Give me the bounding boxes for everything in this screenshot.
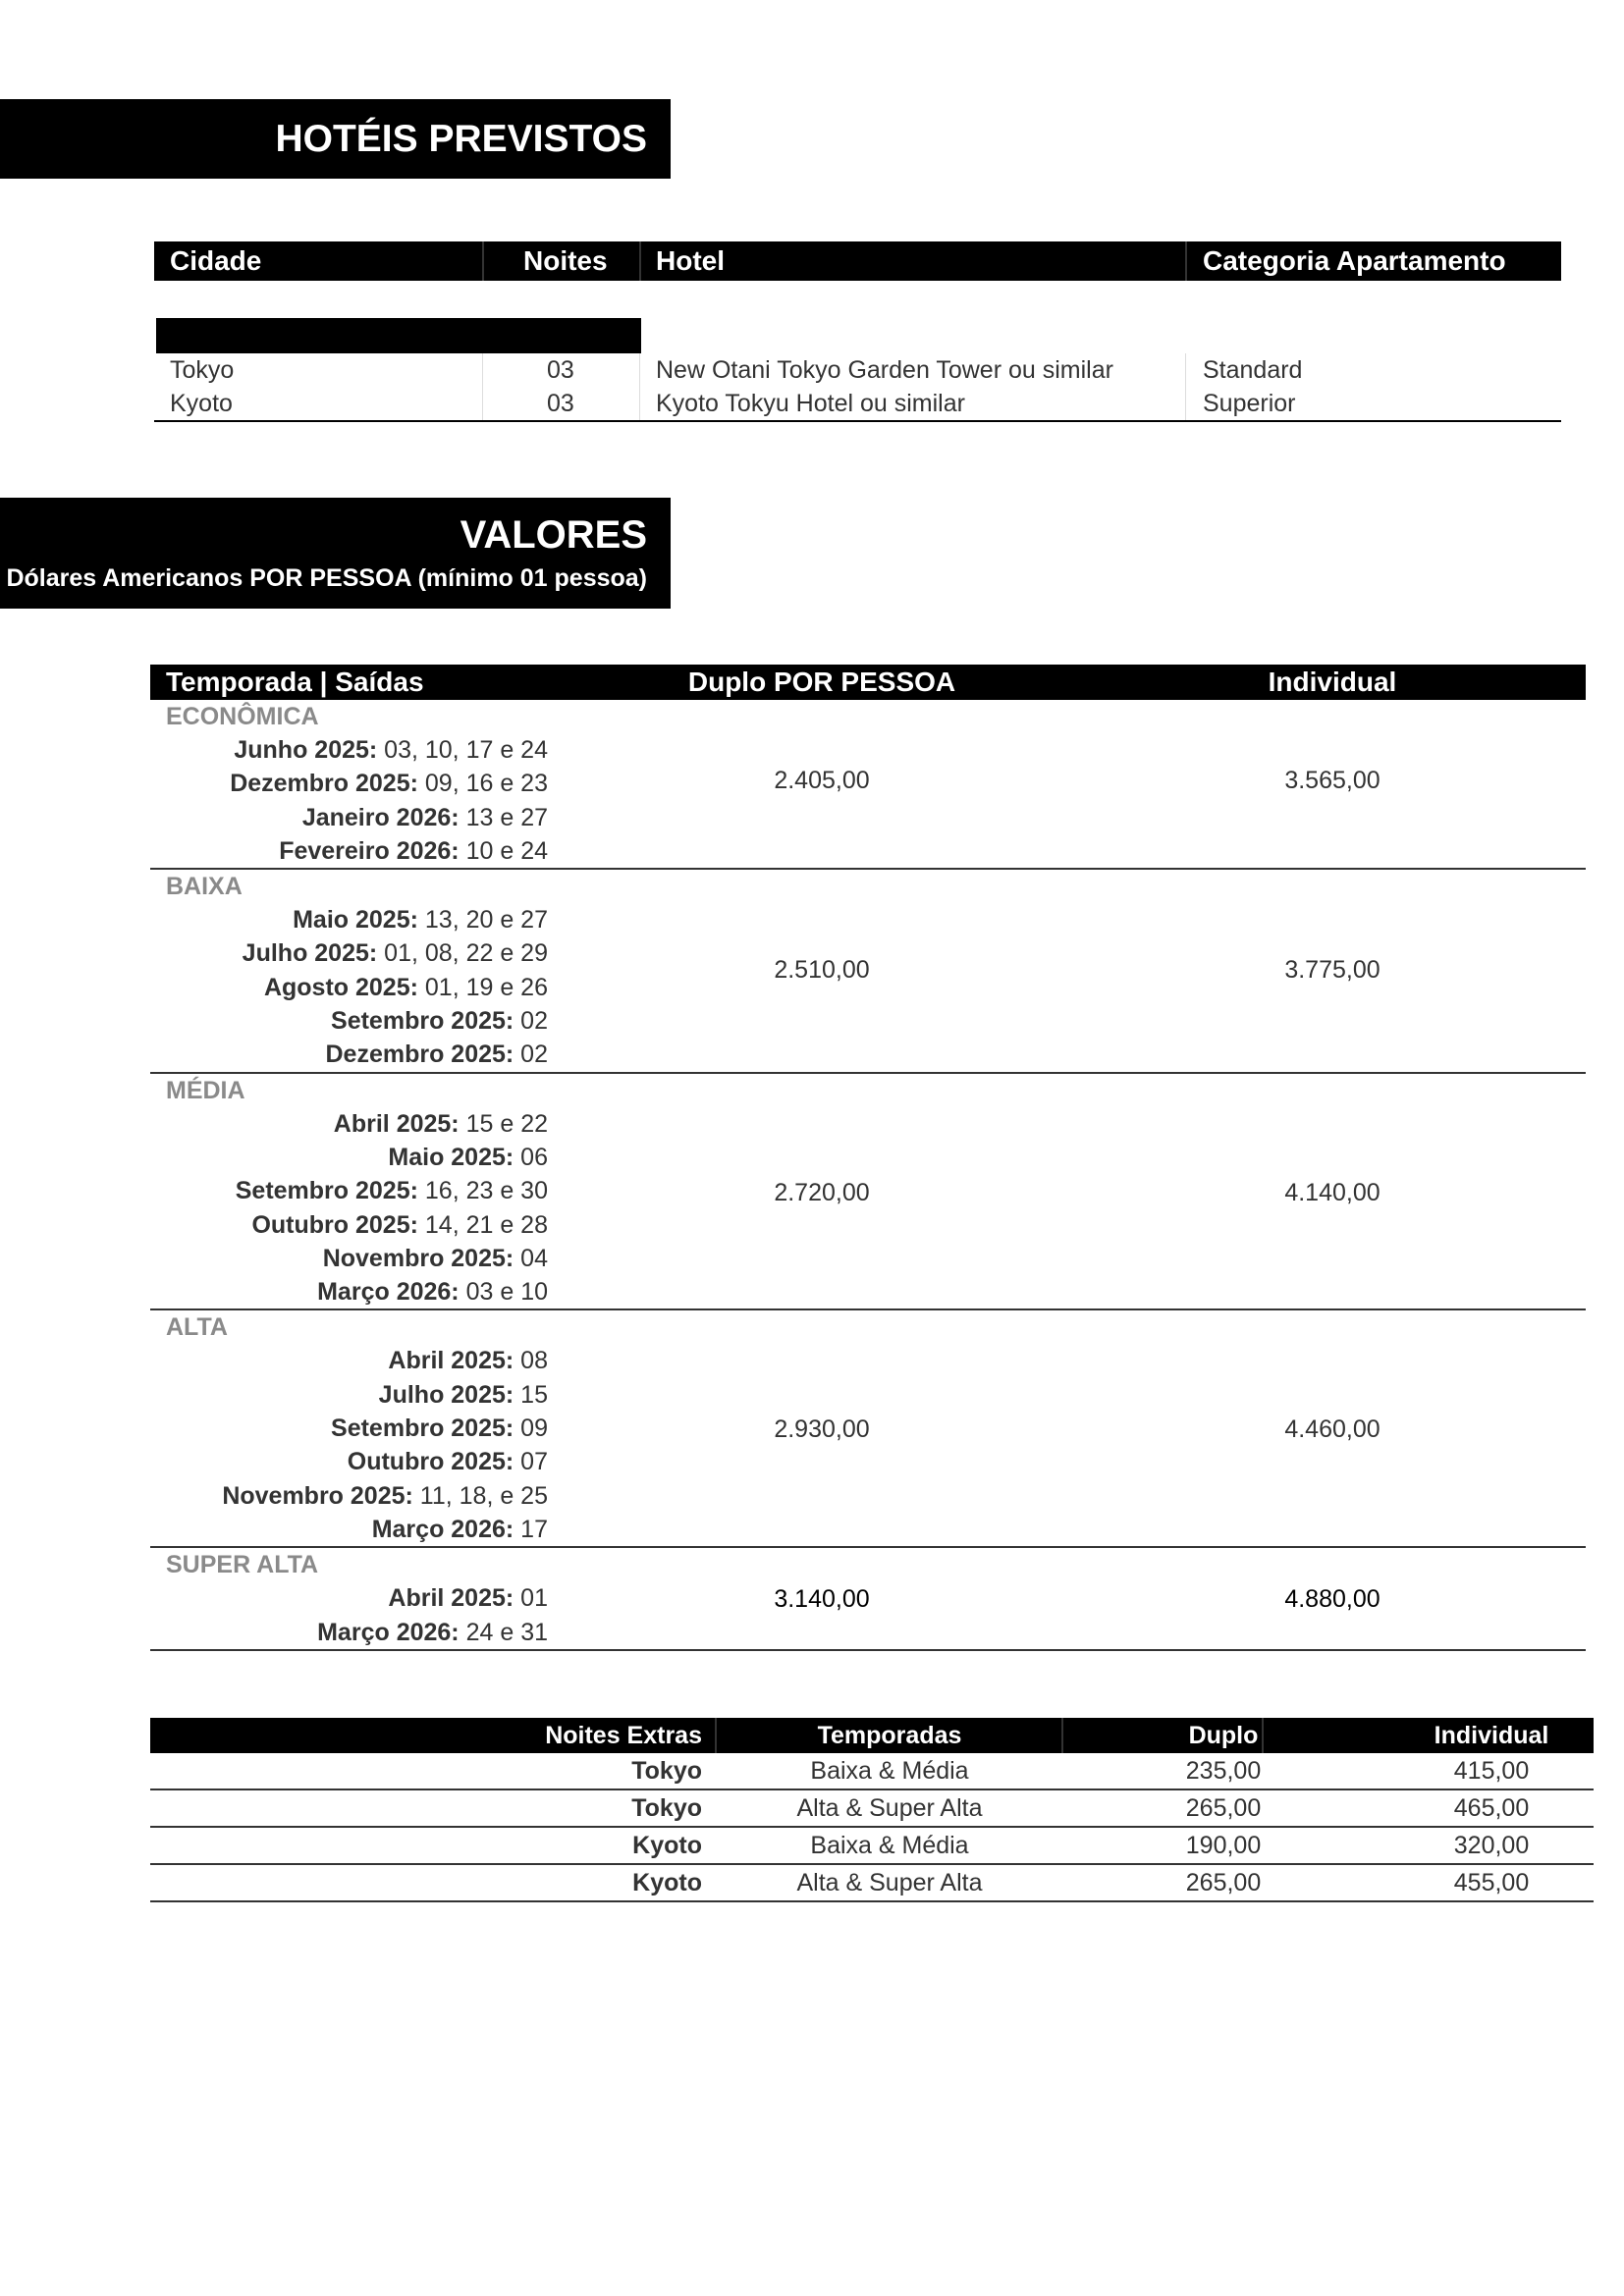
departure-month: Setembro 2025: [331,1415,514,1443]
departure-days: 03 e 10 [459,1278,548,1307]
departure-days: 07 [514,1448,548,1476]
departure-dates [150,767,548,800]
price-single: 4.880,00 [1284,1585,1380,1614]
departure-dates [150,1208,548,1242]
hotels-table-header [154,241,1561,281]
departure-dates [150,1174,548,1207]
departure-month: Fevereiro 2026: [279,836,460,865]
extra-double: 265,00 [1185,1794,1262,1822]
hotel-nights: 03 [547,390,574,417]
extra-single: 455,00 [1453,1869,1530,1896]
departure-month: Abril 2025: [388,1584,514,1613]
departure-month: Dezembro 2025: [325,1041,514,1069]
departure-month: Dezembro 2025: [230,770,418,798]
season-block-economica [150,700,1586,870]
hotels-section-banner [0,99,671,179]
season-block-media [150,1074,1586,1311]
price-double: 2.405,00 [774,767,870,794]
header-hotel: Hotel [656,245,725,276]
departure-month: Maio 2025: [293,906,418,934]
departure-month: Julho 2025: [242,939,378,968]
extra-nights-header [150,1718,1594,1753]
header-seasons: Temporadas [817,1722,962,1749]
price-single: 3.775,00 [1284,956,1380,985]
departure-days: 06 [514,1143,548,1171]
departure-days: 15 e 22 [459,1109,548,1138]
departure-month: Novembro 2025: [222,1481,413,1510]
departure-days: 10 e 24 [459,836,548,865]
hotel-name: New Otani Tokyo Garden Tower ou similar [656,356,1113,384]
departure-days: 14, 21 e 28 [417,1210,548,1239]
season-block-super-alta [150,1548,1586,1651]
departure-month: Novembro 2025: [322,1244,514,1272]
departure-dates [150,733,548,767]
departure-dates [150,903,548,936]
extra-city: Tokyo [631,1757,702,1785]
extra-double: 265,00 [1185,1869,1262,1896]
departure-days: 04 [514,1244,548,1272]
departure-dates [150,1038,548,1071]
departure-month: Agosto 2025: [263,973,418,1001]
hotel-category: Superior [1203,390,1296,417]
season-name: SUPER ALTA [166,1551,319,1579]
price-single: 3.565,00 [1284,767,1380,794]
departure-days: 16, 23 e 30 [417,1177,548,1205]
departure-dates [150,1412,548,1445]
departure-month: Março 2026: [317,1618,460,1646]
header-divider [1262,1718,1264,1753]
header-season: Temporada | Saídas [166,667,424,697]
extra-city: Tokyo [631,1794,702,1822]
hotels-subheader-bar [156,318,641,353]
departure-dates [150,1344,548,1377]
header-single: Individual [1434,1722,1549,1749]
extra-single: 320,00 [1453,1832,1530,1859]
hotels-section-title: HOTÉIS PREVISTOS [275,118,647,160]
hotel-city: Tokyo [170,356,235,384]
header-divider [715,1718,717,1753]
hotel-nights: 03 [547,356,574,384]
price-single: 4.140,00 [1284,1178,1380,1206]
departure-dates [150,971,548,1004]
extra-seasons: Alta & Super Alta [796,1869,983,1896]
departure-dates [150,1242,548,1275]
season-name: ALTA [166,1313,228,1342]
table-row [150,1790,1594,1828]
departure-dates [150,1004,548,1038]
departure-days: 13 e 27 [459,803,548,831]
departure-days: 09 [514,1415,548,1443]
table-row [154,353,1561,387]
departure-dates [150,1513,548,1546]
departure-month: Março 2026: [371,1515,514,1543]
departure-dates [150,1479,548,1513]
departure-dates [150,1141,548,1174]
values-table [150,665,1586,1651]
departure-days: 03, 10, 17 e 24 [377,736,548,764]
extra-city: Kyoto [632,1869,702,1896]
price-double: 2.720,00 [774,1178,870,1206]
departure-month: Abril 2025: [333,1109,460,1138]
departure-dates [150,801,548,834]
departure-month: Abril 2025: [388,1347,514,1375]
departure-dates [150,1581,548,1615]
season-name: MÉDIA [166,1076,245,1104]
header-category: Categoria Apartamento [1203,245,1506,276]
hotel-city: Kyoto [170,390,233,417]
season-block-alta [150,1310,1586,1548]
header-extra-nights: Noites Extras [545,1722,702,1749]
departure-days: 08 [514,1347,548,1375]
header-nights: Noites [523,245,608,276]
departure-month: Julho 2025: [378,1380,514,1409]
departure-days: 02 [514,1007,548,1036]
extra-seasons: Alta & Super Alta [796,1794,983,1822]
departure-month: Setembro 2025: [331,1007,514,1036]
hotels-table-body [154,353,1561,422]
values-section-subtitle: Dólares Americanos POR PESSOA (mínimo 01 pessoa) [6,564,647,592]
departure-dates [150,1445,548,1478]
departure-days: 15 [514,1380,548,1409]
price-double: 3.140,00 [774,1585,870,1614]
departure-days: 01, 08, 22 e 29 [377,939,548,968]
departure-days: 24 e 31 [459,1618,548,1646]
departure-days: 01, 19 e 26 [417,973,548,1001]
extra-double: 235,00 [1185,1757,1262,1785]
hotel-category: Standard [1203,356,1303,384]
departure-days: 13, 20 e 27 [417,906,548,934]
hotel-name: Kyoto Tokyu Hotel ou similar [656,390,965,417]
table-row [150,1865,1594,1902]
departure-dates [150,1107,548,1141]
values-section-title: VALORES [460,513,647,557]
departure-days: 09, 16 e 23 [417,770,548,798]
header-divider [482,241,484,281]
season-block-baixa [150,870,1586,1073]
header-city: Cidade [170,245,262,276]
extra-seasons: Baixa & Média [810,1832,969,1859]
table-row [154,387,1561,420]
departure-days: 17 [514,1515,548,1543]
departure-dates [150,1275,548,1308]
extra-single: 465,00 [1453,1794,1530,1822]
price-single: 4.460,00 [1284,1415,1380,1444]
table-row [150,1828,1594,1865]
departure-month: Março 2026: [317,1278,460,1307]
extra-city: Kyoto [632,1832,702,1859]
departure-month: Maio 2025: [388,1143,514,1171]
departure-month: Setembro 2025: [235,1177,418,1205]
departure-month: Janeiro 2026: [301,803,460,831]
table-row [150,1753,1594,1790]
header-divider [1185,241,1187,281]
price-double: 2.930,00 [774,1415,870,1444]
header-double: Duplo [1188,1722,1259,1749]
season-name: BAIXA [166,873,243,901]
departure-days: 02 [514,1041,548,1069]
season-name: ECONÔMICA [166,703,319,730]
extra-double: 190,00 [1185,1832,1262,1859]
departure-month: Outubro 2025: [251,1210,418,1239]
header-single: Individual [1268,667,1397,697]
departure-dates [150,1616,548,1649]
departure-days: 01 [514,1584,548,1613]
extra-seasons: Baixa & Média [810,1757,969,1785]
departure-dates [150,936,548,970]
departure-month: Outubro 2025: [347,1448,514,1476]
header-divider [639,241,641,281]
extra-single: 415,00 [1453,1757,1530,1785]
departure-days: 11, 18, e 25 [412,1481,548,1510]
values-section-banner [0,498,671,609]
departure-dates [150,834,548,868]
hotels-table [154,241,1561,417]
departure-month: Junho 2025: [234,736,378,764]
price-double: 2.510,00 [774,956,870,985]
departure-dates [150,1378,548,1412]
extra-nights-table [150,1718,1594,1902]
values-table-header [150,665,1586,700]
header-double: Duplo POR PESSOA [687,667,956,697]
